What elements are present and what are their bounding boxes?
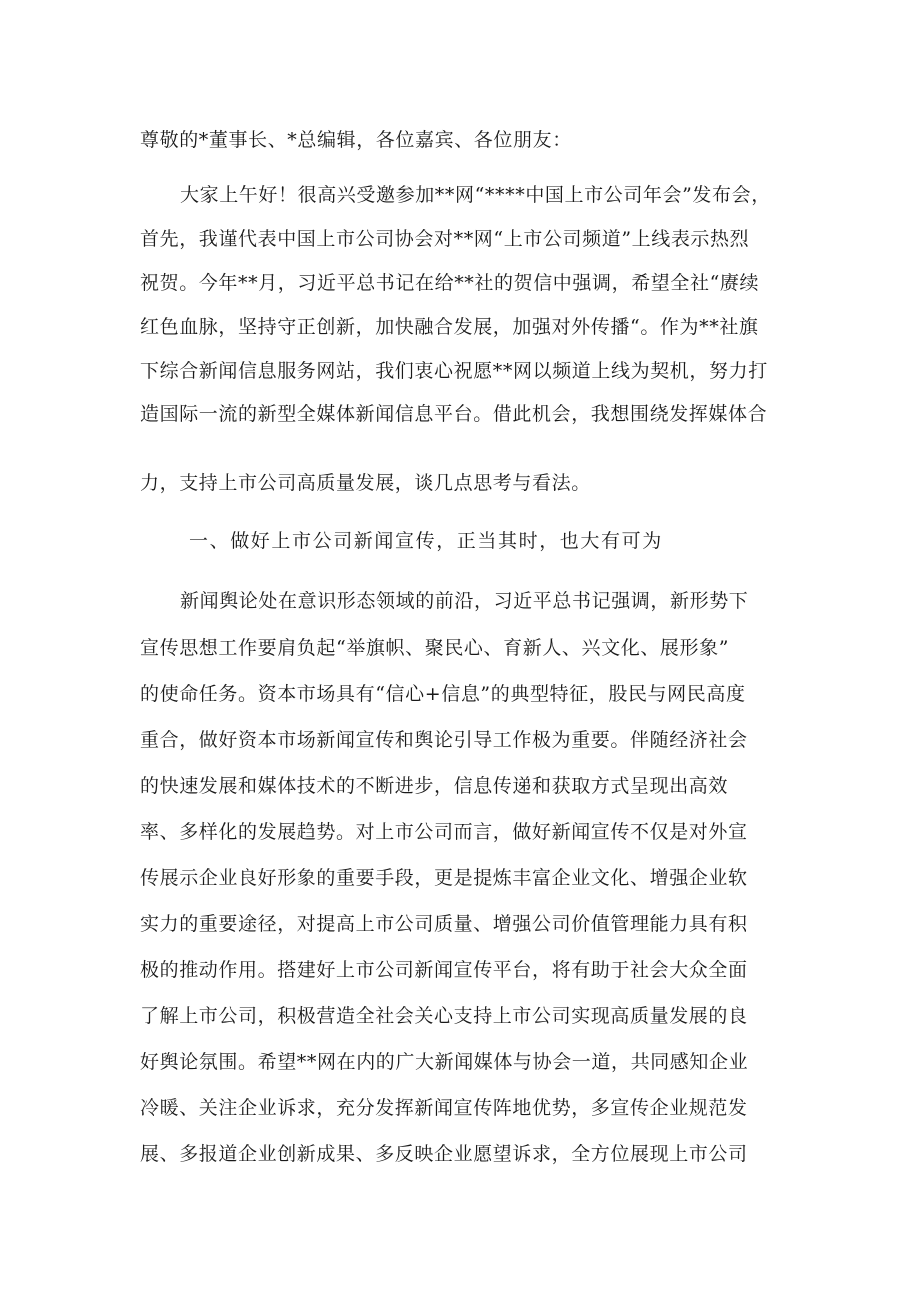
paragraph-line: 实力的重要途径，对提高上市公司质量、增强公司价值管理能力具有积 [140, 913, 748, 935]
paragraph-line: 的使命任务。资本市场具有“信心+信息”的典型特征，股民与网民高度 [140, 683, 746, 705]
paragraph-line: 祝贺。今年**月，习近平总书记在给**社的贺信中强调，希望全社“赓续 [140, 272, 760, 294]
paragraph-line: 造国际一流的新型全媒体新闻信息平台。借此机会，我想围绕发挥媒体合 [140, 403, 768, 425]
paragraph-line: 力，支持上市公司高质量发展，谈几点思考与看法。 [140, 472, 591, 494]
paragraph-line: 极的推动作用。搭建好上市公司新闻宣传平台，将有助于社会大众全面 [140, 959, 748, 981]
paragraph-line: 冷暖、关注企业诉求，充分发挥新闻宣传阵地优势，多宣传企业规范发 [140, 1097, 748, 1119]
paragraph-line: 的快速发展和媒体技术的不断进步，信息传递和获取方式呈现出高效 [140, 775, 729, 797]
paragraph-line: 首先，我谨代表中国上市公司协会对**网“上市公司频道”上线表示热烈 [140, 228, 750, 250]
paragraph-line: 重合，做好资本市场新闻宣传和舆论引导工作极为重要。伴随经济社会 [140, 729, 748, 751]
paragraph-line: 率、多样化的发展趋势。对上市公司而言，做好新闻宣传不仅是对外宣 [140, 821, 748, 843]
paragraph-line: 大家上午好！很高兴受邀参加**网“****中国上市公司年会”发布会， [180, 184, 771, 206]
section-heading: 一、做好上市公司新闻宣传，正当其时，也大有可为 [189, 530, 663, 552]
paragraph-line: 下综合新闻信息服务网站，我们衷心祝愿**网以频道上线为契机，努力打 [140, 360, 768, 382]
paragraph-line: 好舆论氛围。希望**网在内的广大新闻媒体与协会一道，共同感知企业 [140, 1051, 749, 1073]
paragraph-line: 展、多报道企业创新成果、多反映企业愿望诉求，全方位展现上市公司 [140, 1143, 748, 1165]
paragraph-line: 宣传思想工作要肩负起“举旗帜、聚民心、育新人、兴文化、展形象” [140, 637, 730, 659]
paragraph-line: 红色血脉，坚持守正创新，加快融合发展，加强对外传播“。作为**社旗 [140, 316, 759, 338]
salutation: 尊敬的*董事长、*总编辑，各位嘉宾、各位朋友： [140, 129, 572, 151]
paragraph-line: 了解上市公司，积极营造全社会关心支持上市公司实现高质量发展的良 [140, 1005, 748, 1027]
paragraph-line: 传展示企业良好形象的重要手段，更是提炼丰富企业文化、增强企业软 [140, 867, 748, 889]
paragraph-line: 新闻舆论处在意识形态领域的前沿，习近平总书记强调，新形势下 [180, 590, 749, 612]
